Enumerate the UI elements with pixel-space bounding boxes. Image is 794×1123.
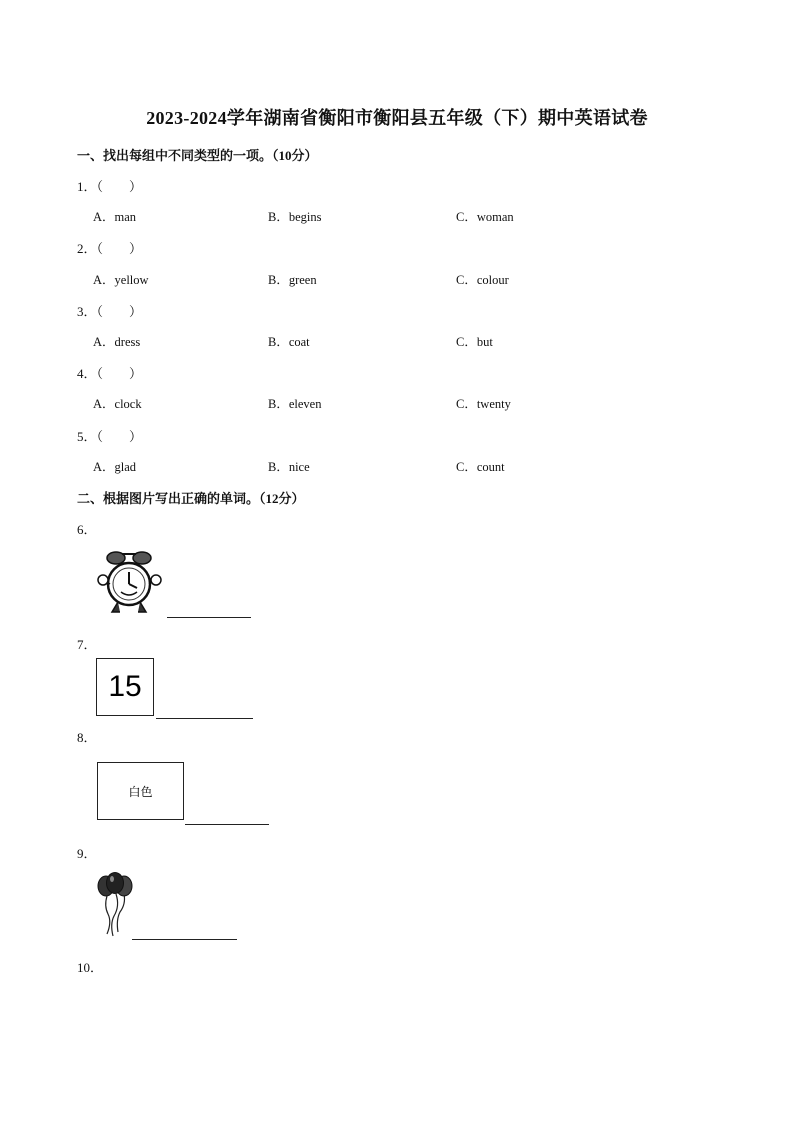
number-card (96, 658, 154, 716)
question-2-option-c: C．colour (456, 273, 509, 287)
question-5-option-b: B．nice (268, 460, 310, 474)
question-1-number: 1．（ ） (77, 179, 143, 194)
question-3-option-a: A．dress (93, 335, 141, 349)
question-4-option-c: C．twenty (456, 397, 511, 411)
color-card (97, 762, 184, 820)
question-4-number: 4．（ ） (77, 366, 143, 381)
question-9-number: 9． (77, 846, 97, 861)
question-1-option-a: A．man (93, 210, 137, 224)
question-3-option-b: B．coat (268, 335, 310, 349)
question-2-option-a: A．yellow (93, 273, 149, 287)
color-card-text: 白色 (128, 784, 153, 799)
question-7-number: 7． (77, 637, 97, 652)
question-4-option-a: A．clock (93, 397, 142, 411)
number-card-text: 15 (108, 670, 142, 703)
question-5-option-c: C．count (456, 460, 505, 474)
answer-line-6[interactable] (167, 617, 251, 618)
answer-line-8[interactable] (185, 824, 269, 825)
question-8-number: 8． (77, 730, 97, 745)
question-4-option-b: B．eleven (268, 397, 322, 411)
question-3-option-c: C．but (456, 335, 493, 349)
question-1-option-c: C．woman (456, 210, 514, 224)
question-5-number: 5．（ ） (77, 429, 143, 444)
question-5-option-a: A．glad (93, 460, 137, 474)
section-1-heading: 一、找出每组中不同类型的一项。（10分） (77, 148, 318, 163)
question-2-number: 2．（ ） (77, 241, 143, 256)
answer-line-9[interactable] (132, 939, 237, 940)
alarm-clock-icon (94, 548, 166, 616)
question-6-number: 6． (77, 522, 97, 537)
balloons-icon (94, 872, 134, 938)
section-2-heading: 二、根据图片写出正确的单词。（12分） (77, 491, 305, 506)
question-3-number: 3．（ ） (77, 304, 143, 319)
question-10-number: 10． (77, 960, 104, 975)
page-title: 2023-2024学年湖南省衡阳市衡阳县五年级（下）期中英语试卷 (146, 108, 648, 128)
question-1-option-b: B．begins (268, 210, 322, 224)
answer-line-7[interactable] (156, 718, 253, 719)
question-2-option-b: B．green (268, 273, 317, 287)
